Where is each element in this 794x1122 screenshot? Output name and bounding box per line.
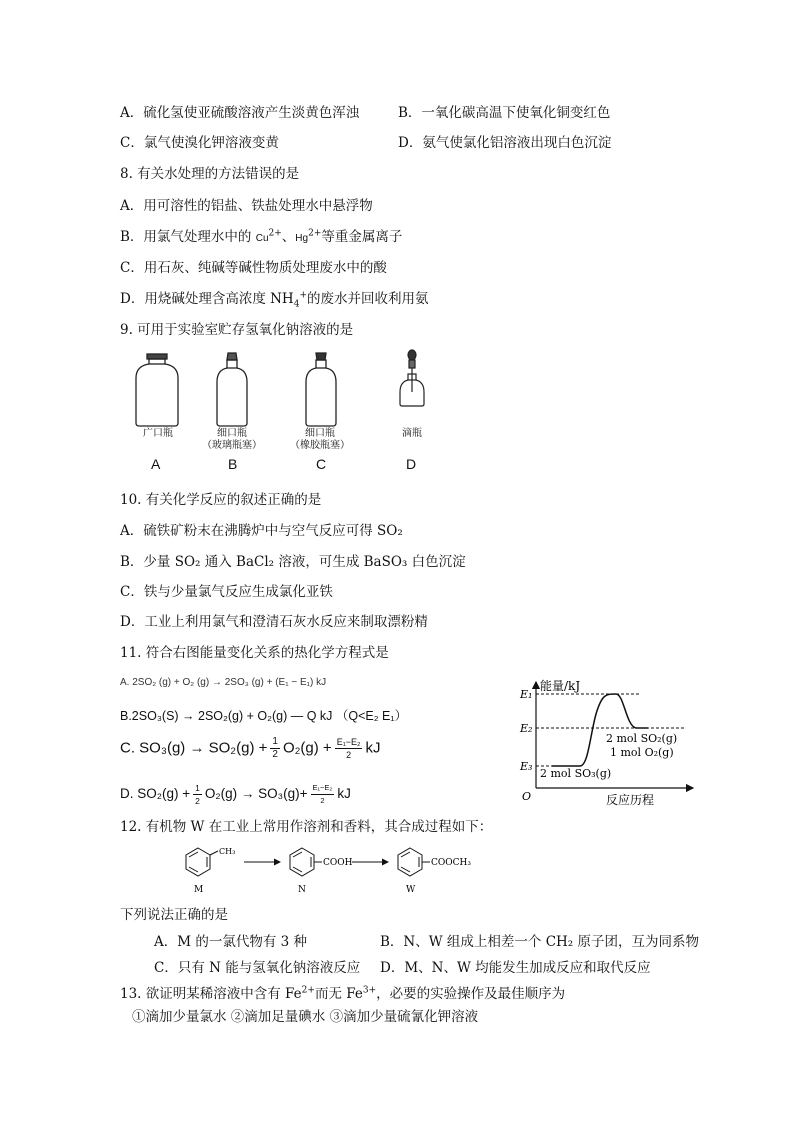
q13-stem: 13. 欲证明某稀溶液中含有 $Fe^{2+}$而无 $Fe^{3+}$，必要的实验操作及最佳顺序为 bbox=[120, 985, 566, 1002]
q11-option-a: A. 2SO₂ (g) + O₂ (g) → 2SO₃ (g) + (E₁ − E₁) kJ bbox=[120, 677, 327, 688]
synthesis-scheme bbox=[170, 842, 480, 898]
q11-stem: 11. 符合右图能量变化关系的热化学方程式是 bbox=[120, 645, 389, 661]
q7-option-a: A．硫化氢使亚硫酸溶液产生淡黄色浑浊 bbox=[120, 105, 360, 121]
q11-option-c: C. SO₃(g) → SO₂(g) + $\frac{1}{2}$ O₂(g) + $\frac{\text{E₁−E₂}}{2}$ kJ bbox=[120, 736, 381, 760]
e1-label: E₁ bbox=[520, 688, 533, 701]
q7-option-b: B．一氧化碳高温下使氧化铜变红色 bbox=[398, 105, 611, 121]
q12-option-d: D．M、N、W 均能发生加成反应和取代反应 bbox=[380, 960, 651, 976]
y-axis-label: 能量/kJ bbox=[540, 679, 581, 693]
n-substituent: COOH bbox=[323, 858, 353, 868]
origin-label: O bbox=[522, 790, 532, 803]
q11-option-d: D. SO₂(g) + $\frac{1}{2}$ O₂(g) → SO₃(g)+ $\frac{\text{E₁−E₂}}{2}$ kJ bbox=[120, 783, 351, 806]
wide-mouth-bottle bbox=[136, 354, 178, 426]
e2-label: E₂ bbox=[520, 722, 533, 735]
product-so2-label: 2 mol SO₂(g) bbox=[606, 732, 678, 745]
q12-stem: 12. 有机物 W 在工业上常用作溶剂和香料，其合成过程如下： bbox=[120, 819, 493, 835]
bottle-c-letter: C bbox=[316, 456, 327, 472]
q12-option-a: A．M 的一氯代物有 3 种 bbox=[154, 934, 308, 950]
q8-stem: 8. 有关水处理的方法错误的是 bbox=[120, 166, 300, 182]
q12-option-c: C．只有 N 能与氢氧化钠溶液反应 bbox=[154, 960, 361, 976]
q10-option-c: C．铁与少量氯气反应生成氯化亚铁 bbox=[120, 584, 333, 600]
q11-option-b: B.2SO₃(S) → 2SO₂(g) + O₂(g) — Q kJ （Q<E₂ E₁） bbox=[120, 709, 408, 723]
x-axis-label: 反应历程 bbox=[606, 793, 655, 806]
q8-option-a: A．用可溶性的铝盐、铁盐处理水中悬浮物 bbox=[120, 198, 373, 214]
q8-option-c: C．用石灰、纯碱等碱性物质处理废水中的酸 bbox=[120, 260, 387, 276]
bottle-a-caption: 广口瓶 bbox=[143, 428, 173, 439]
bottle-c-caption: 细口瓶 （橡胶瓶塞） bbox=[290, 428, 350, 451]
q10-option-a: A．硫铁矿粉末在沸腾炉中与空气反应可得 SO₂ bbox=[120, 523, 403, 539]
q10-stem: 10. 有关化学反应的叙述正确的是 bbox=[120, 492, 322, 508]
w-substituent: COOCH₃ bbox=[431, 858, 471, 868]
m-substituent: CH₃ bbox=[219, 847, 236, 856]
q7-option-c: C．氯气使溴化钾溶液变黄 bbox=[120, 135, 279, 151]
n-label: N bbox=[298, 885, 306, 895]
narrow-bottle-rubber-stopper bbox=[306, 353, 336, 426]
q12-option-b: B．N、W 组成上相差一个 CH₂ 原子团，互为同系物 bbox=[380, 934, 699, 950]
molecule-n bbox=[290, 848, 322, 876]
molecule-w bbox=[398, 848, 430, 876]
bottle-a-letter: A bbox=[151, 456, 161, 472]
q13-operations: ①滴加少量氯水 ②滴加足量碘水 ③滴加少量硫氰化钾溶液 bbox=[132, 1009, 479, 1025]
q12-prompt: 下列说法正确的是 bbox=[120, 907, 228, 923]
narrow-bottle-glass-stopper bbox=[217, 353, 247, 426]
bottle-b-letter: B bbox=[228, 456, 238, 472]
bottle-d-caption: 滴瓶 bbox=[402, 428, 422, 439]
q8-option-d: D．用烧碱处理含高浓度 $NH_4^+$的废水并回收利用氨 bbox=[120, 290, 429, 310]
reactant-label: 2 mol SO₃(g) bbox=[540, 767, 612, 780]
m-label: M bbox=[194, 885, 204, 895]
q9-bottles-figure bbox=[120, 348, 440, 430]
q10-option-d: D．工业上利用氯气和澄清石灰水反应来制取漂粉精 bbox=[120, 614, 428, 630]
q8-option-b: B．用氯气处理水中的 $Cu^{2+}$、$Hg^{2+}$等重金属离子 bbox=[120, 228, 403, 245]
q10-option-b: B．少量 SO₂ 通入 BaCl₂ 溶液，可生成 BaSO₃ 白色沉淀 bbox=[120, 554, 466, 570]
product-o2-label: 1 mol O₂(g) bbox=[610, 746, 674, 759]
bottle-b-caption: 细口瓶 （玻璃瓶塞） bbox=[202, 428, 262, 451]
q7-option-d: D．氨气使氯化铝溶液出现白色沉淀 bbox=[398, 135, 612, 151]
dropper-bottle bbox=[400, 350, 424, 406]
w-label: W bbox=[406, 885, 416, 895]
e3-label: E₃ bbox=[520, 760, 533, 773]
energy-diagram bbox=[518, 676, 698, 806]
molecule-m bbox=[186, 848, 218, 876]
bottle-d-letter: D bbox=[406, 456, 417, 472]
q9-stem: 9. 可用于实验室贮存氢氧化钠溶液的是 bbox=[120, 322, 354, 338]
